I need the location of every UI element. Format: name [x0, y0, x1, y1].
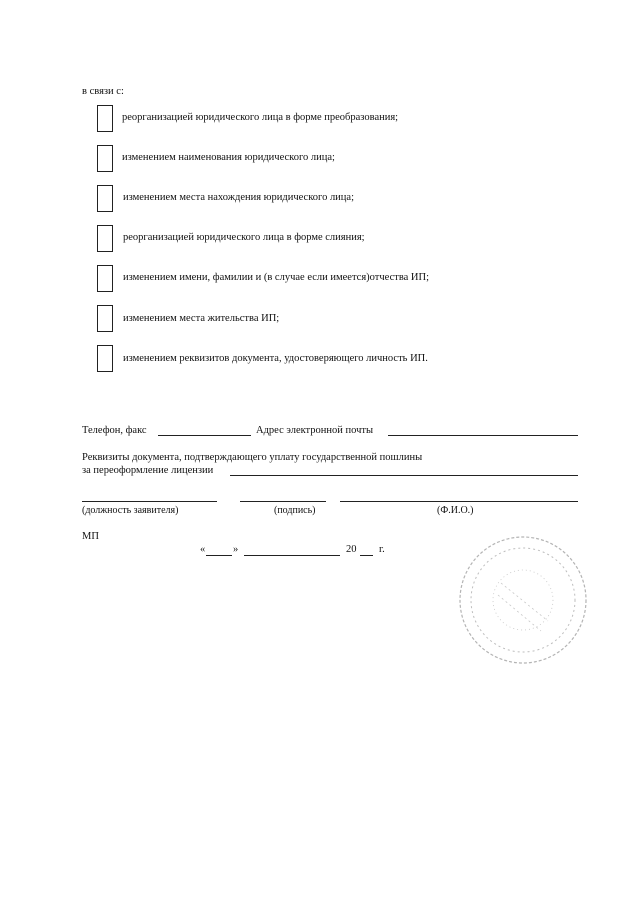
- position-field[interactable]: [82, 501, 217, 502]
- checkbox-ip-id-document-change[interactable]: [97, 345, 113, 372]
- position-caption: (должность заявителя): [82, 505, 179, 516]
- fio-caption: (Ф.И.О.): [437, 505, 474, 516]
- date-open-quote: «: [200, 544, 206, 555]
- mp-label: МП: [82, 531, 99, 542]
- date-year-prefix: 20: [346, 544, 357, 555]
- checkbox-reorganization-merger[interactable]: [97, 225, 113, 252]
- payment-label-line1: Реквизиты документа, подтверждающего уплату государственной пошлины: [82, 452, 423, 463]
- checkbox-reorganization-transformation[interactable]: [97, 105, 113, 132]
- phone-fax-field[interactable]: [158, 435, 251, 436]
- option-label: изменением места жительства ИП;: [123, 313, 280, 324]
- signature-caption: (подпись): [274, 505, 316, 516]
- date-month-field[interactable]: [244, 555, 340, 556]
- option-label: изменением места нахождения юридического лица;: [123, 192, 354, 203]
- payment-label-line2: за переоформление лицензии: [82, 465, 214, 476]
- option-label: реорганизацией юридического лица в форме слияния;: [123, 232, 365, 243]
- date-year-field[interactable]: [360, 555, 373, 556]
- phone-fax-label: Телефон, факс: [82, 425, 147, 436]
- option-label: реорганизацией юридического лица в форме преобразования;: [122, 112, 399, 123]
- option-label: изменением реквизитов документа, удостоверяющего личность ИП.: [123, 353, 428, 364]
- intro-text: в связи с:: [82, 86, 124, 97]
- email-label: Адрес электронной почты: [256, 425, 374, 436]
- option-label: изменением имени, фамилии и (в случае если имеется)отчества ИП;: [123, 272, 430, 283]
- checkbox-name-change[interactable]: [97, 145, 113, 172]
- signature-field[interactable]: [240, 501, 326, 502]
- checkbox-location-change[interactable]: [97, 185, 113, 212]
- date-close-quote: »: [233, 544, 239, 555]
- option-label: изменением наименования юридического лица;: [122, 152, 335, 163]
- email-field[interactable]: [388, 435, 578, 436]
- checkbox-ip-residence-change[interactable]: [97, 305, 113, 332]
- date-day-field[interactable]: [206, 555, 232, 556]
- fio-field[interactable]: [340, 501, 578, 502]
- date-year-suffix: г.: [379, 544, 385, 555]
- payment-details-field[interactable]: [230, 475, 578, 476]
- checkbox-ip-name-change[interactable]: [97, 265, 113, 292]
- seal-stamp: [456, 533, 590, 667]
